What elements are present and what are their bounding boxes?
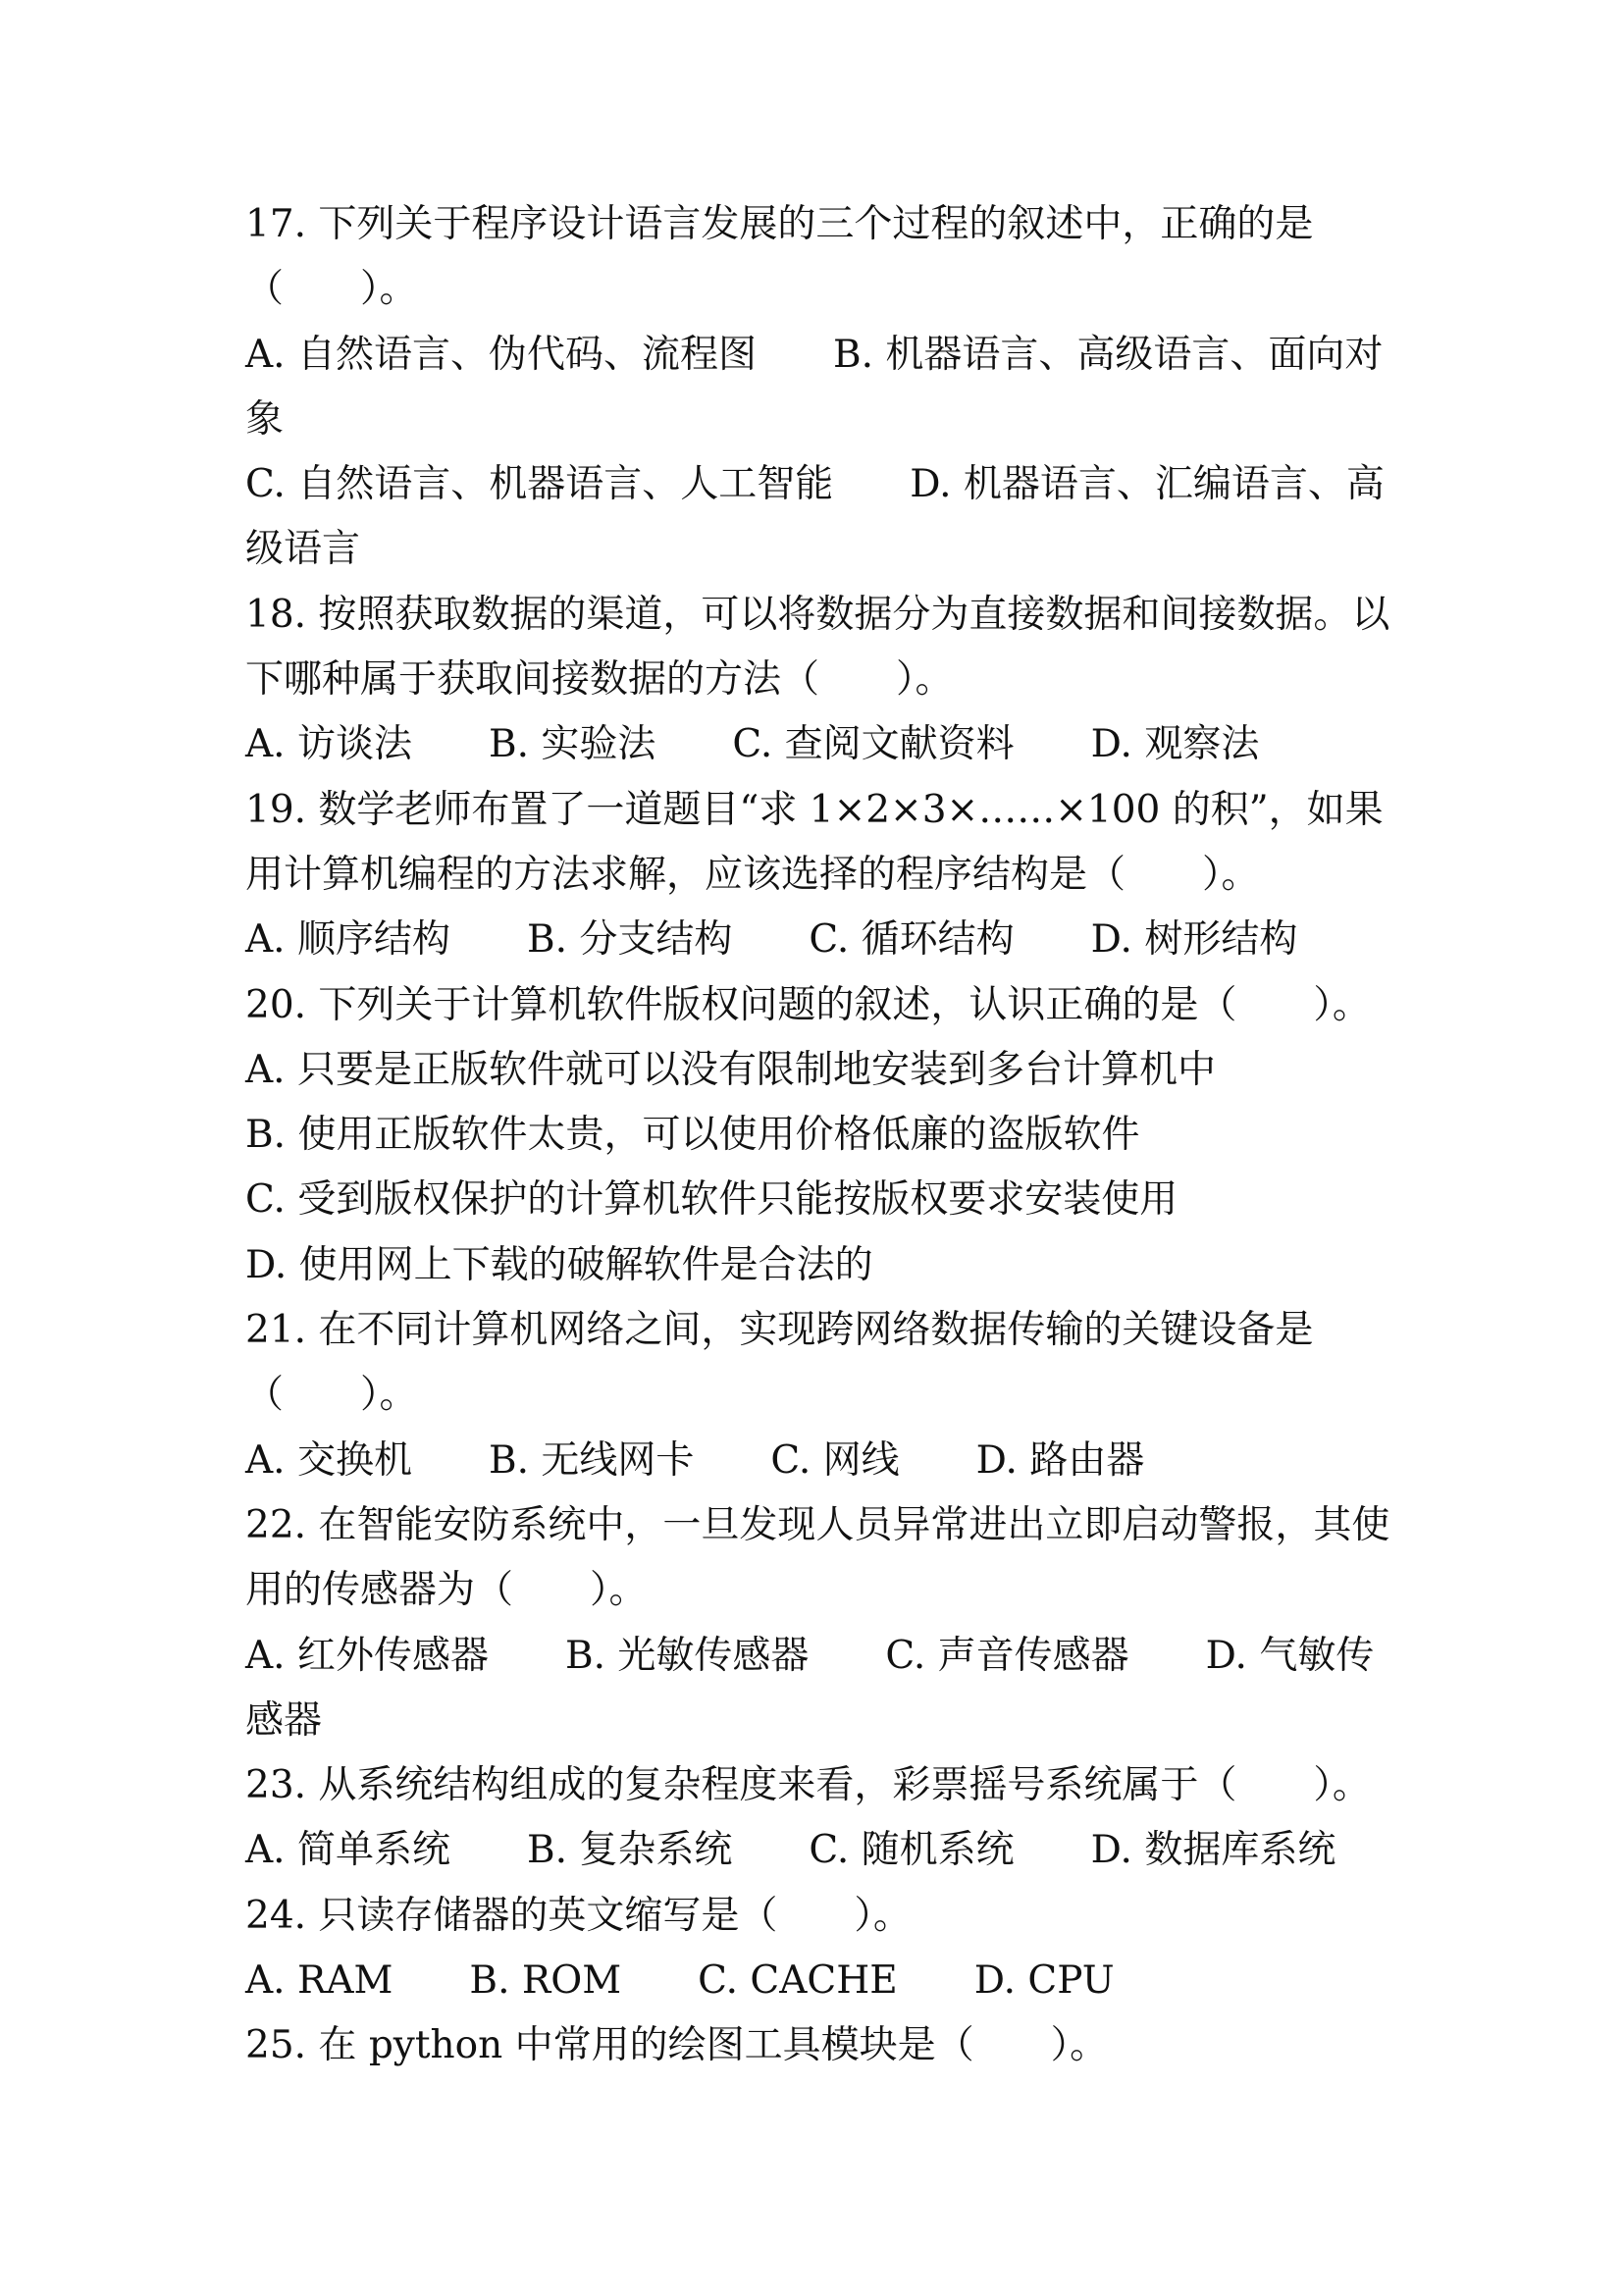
q20-option-a: A. 只要是正版软件就可以没有限制地安装到多台计算机中 — [245, 1047, 1216, 1092]
q23-options-line: A. 简单系统 B. 复杂系统 C. 随机系统 D. 数据库系统 — [245, 1828, 1336, 1873]
q21-stem-line-1: 21. 在不同计算机网络之间，实现跨网络数据传输的关键设备是 — [245, 1308, 1314, 1353]
q22-stem-line-2: 用的传感器为（ ）。 — [245, 1568, 648, 1613]
q20-stem-line: 20. 下列关于计算机软件版权问题的叙述，认识正确的是（ ）。 — [245, 982, 1371, 1027]
q24-stem-line: 24. 只读存储器的英文缩写是（ ）。 — [245, 1893, 912, 1938]
q18-stem-line-2: 下哪种属于获取间接数据的方法（ ）。 — [245, 657, 954, 703]
q17-options-line-3: C. 自然语言、机器语言、人工智能 D. 机器语言、汇编语言、高 — [245, 462, 1385, 507]
q25-stem-line: 25. 在 python 中常用的绘图工具模块是（ ）。 — [245, 2023, 1109, 2068]
q21-options-line: A. 交换机 B. 无线网卡 C. 网线 D. 路由器 — [245, 1437, 1145, 1483]
q20-option-c: C. 受到版权保护的计算机软件只能按版权要求安装使用 — [245, 1177, 1178, 1223]
q17-options-line-2: 象 — [245, 396, 285, 442]
q22-options-line-2: 感器 — [245, 1697, 323, 1743]
q19-options-line: A. 顺序结构 B. 分支结构 C. 循环结构 D. 树形结构 — [245, 917, 1298, 963]
q24-options-line: A. RAM B. ROM C. CACHE D. CPU — [245, 1958, 1115, 2004]
exam-page — [245, 192, 1403, 2079]
q22-stem-line-1: 22. 在智能安防系统中，一旦发现人员异常进出立即启动警报，其使 — [245, 1502, 1390, 1547]
q21-stem-line-2: （ ）。 — [245, 1373, 418, 1418]
q22-options-line-1: A. 红外传感器 B. 光敏传感器 C. 声音传感器 D. 气敏传 — [245, 1633, 1375, 1678]
q23-stem-line: 23. 从系统结构组成的复杂程度来看，彩票摇号系统属于（ ）。 — [245, 1763, 1371, 1808]
q17-stem-line-1: 17. 下列关于程序设计语言发展的三个过程的叙述中，正确的是 — [245, 202, 1314, 246]
q20-option-d: D. 使用网上下载的破解软件是合法的 — [245, 1242, 873, 1287]
q19-stem-line-2: 用计算机编程的方法求解，应该选择的程序结构是（ ）。 — [245, 852, 1260, 897]
q18-options-line: A. 访谈法 B. 实验法 C. 查阅文献资料 D. 观察法 — [245, 722, 1260, 767]
q17-options-line-4: 级语言 — [245, 527, 361, 572]
q19-stem-line-1: 19. 数学老师布置了一道题目“求 1×2×3×……×100 的积”，如果 — [245, 787, 1384, 832]
q18-stem-line-1: 18. 按照获取数据的渠道，可以将数据分为直接数据和间接数据。以 — [245, 592, 1390, 637]
q17-options-line-1: A. 自然语言、伪代码、流程图 B. 机器语言、高级语言、面向对 — [245, 332, 1384, 377]
q20-option-b: B. 使用正版软件太贵，可以使用价格低廉的盗版软件 — [245, 1113, 1140, 1158]
q17-stem-line-2: （ ）。 — [245, 267, 418, 312]
